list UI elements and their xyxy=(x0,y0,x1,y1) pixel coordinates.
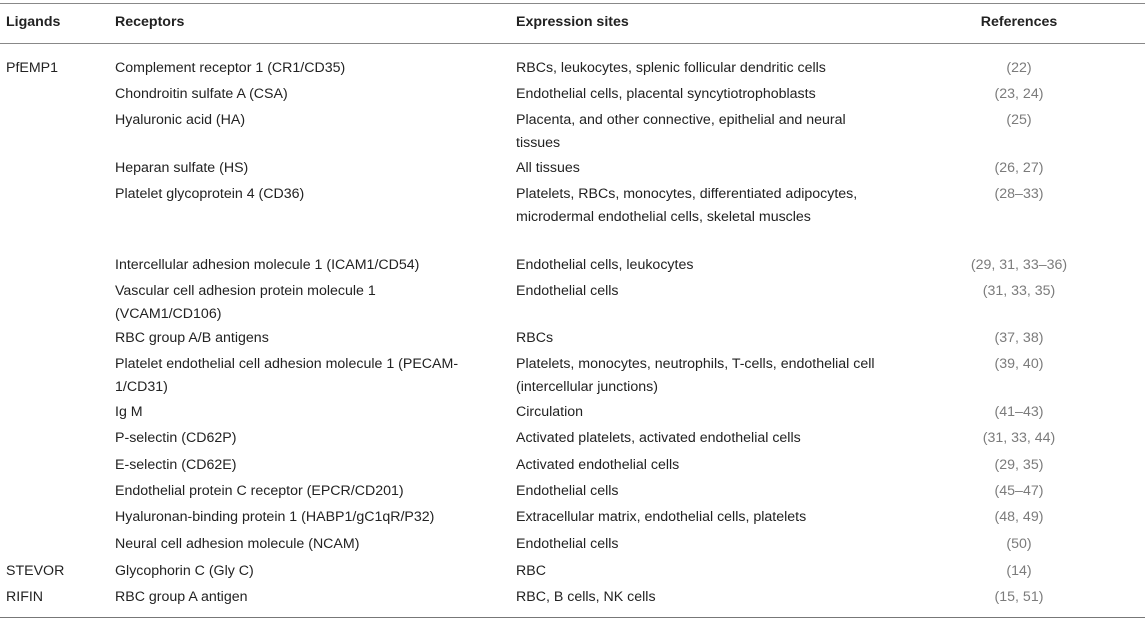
cell-expression-sites: Platelets, monocytes, neutrophils, T-cells, endothelial cell (intercellular junctions) xyxy=(516,356,875,395)
cell-receptor: Glycophorin C (Gly C) xyxy=(115,563,254,579)
cell-ligand: RIFIN xyxy=(6,589,44,605)
cell-references: (29, 31, 33–36) xyxy=(970,257,1068,273)
cell-expression-sites: Placenta, and other connective, epithelial and neural tissues xyxy=(516,112,846,151)
cell-references: (15, 51) xyxy=(994,589,1044,605)
cell-ligand: STEVOR xyxy=(6,563,65,579)
cell-references: (41–43) xyxy=(994,404,1044,420)
header-expression-sites: Expression sites xyxy=(516,14,629,30)
cell-receptor: Platelet endothelial cell adhesion molecule 1 (PECAM-1/CD31) xyxy=(115,356,459,395)
cell-references: (29, 35) xyxy=(994,457,1044,473)
cell-expression-sites: Platelets, RBCs, monocytes, differentiated adipocytes, microdermal endothelial cells, skeletal muscles xyxy=(516,186,858,225)
cell-references: (26, 27) xyxy=(994,160,1044,176)
cell-expression-sites: RBCs xyxy=(516,330,554,346)
cell-references: (50) xyxy=(1006,536,1032,552)
cell-receptor: RBC group A antigen xyxy=(115,589,248,605)
cell-receptor: Chondroitin sulfate A (CSA) xyxy=(115,86,288,102)
cell-receptor: P-selectin (CD62P) xyxy=(115,430,237,446)
cell-receptor: Endothelial protein C receptor (EPCR/CD201) xyxy=(115,483,404,499)
cell-receptor: Hyaluronan-binding protein 1 (HABP1/gC1qR/P32) xyxy=(115,509,435,525)
header-references: References xyxy=(980,14,1058,30)
cell-expression-sites: Endothelial cells, leukocytes xyxy=(516,257,694,273)
cell-receptor: Platelet glycoprotein 4 (CD36) xyxy=(115,186,305,202)
header-receptors: Receptors xyxy=(115,14,185,30)
cell-expression-sites: RBC xyxy=(516,563,546,579)
cell-receptor: E-selectin (CD62E) xyxy=(115,457,237,473)
cell-expression-sites: Activated endothelial cells xyxy=(516,457,680,473)
cell-expression-sites: All tissues xyxy=(516,160,580,176)
cell-ligand: PfEMP1 xyxy=(6,60,59,76)
cell-expression-sites: Endothelial cells xyxy=(516,483,619,499)
cell-references: (31, 33, 35) xyxy=(982,283,1056,299)
cell-receptor: Ig M xyxy=(115,404,143,420)
table-top-rule xyxy=(0,3,1145,4)
cell-receptor: Intercellular adhesion molecule 1 (ICAM1/CD54) xyxy=(115,257,420,273)
cell-references: (25) xyxy=(1006,112,1032,128)
cell-expression-sites: RBCs, leukocytes, splenic follicular dendritic cells xyxy=(516,60,826,76)
cell-expression-sites: Endothelial cells xyxy=(516,283,619,299)
cell-references: (39, 40) xyxy=(994,356,1044,372)
cell-receptor: Neural cell adhesion molecule (NCAM) xyxy=(115,536,360,552)
cell-receptor: RBC group A/B antigens xyxy=(115,330,269,346)
cell-references: (23, 24) xyxy=(994,86,1044,102)
cell-references: (14) xyxy=(1006,563,1032,579)
cell-references: (31, 33, 44) xyxy=(982,430,1056,446)
cell-expression-sites: Endothelial cells, placental syncytiotrophoblasts xyxy=(516,86,816,102)
cell-expression-sites: Circulation xyxy=(516,404,584,420)
cell-receptor: Complement receptor 1 (CR1/CD35) xyxy=(115,60,346,76)
cell-references: (48, 49) xyxy=(994,509,1044,525)
cell-references: (22) xyxy=(1006,60,1032,76)
cell-expression-sites: RBC, B cells, NK cells xyxy=(516,589,656,605)
cell-receptor: Hyaluronic acid (HA) xyxy=(115,112,246,128)
cell-references: (28–33) xyxy=(994,186,1044,202)
header-rule xyxy=(0,43,1145,44)
cell-references: (37, 38) xyxy=(994,330,1044,346)
cell-receptor: Heparan sulfate (HS) xyxy=(115,160,249,176)
cell-receptor: Vascular cell adhesion protein molecule 1 (VCAM1/CD106) xyxy=(115,283,376,322)
cell-expression-sites: Extracellular matrix, endothelial cells, platelets xyxy=(516,509,807,525)
cell-references: (45–47) xyxy=(994,483,1044,499)
cell-expression-sites: Activated platelets, activated endothelial cells xyxy=(516,430,801,446)
header-ligands: Ligands xyxy=(6,14,61,30)
table-bottom-rule xyxy=(0,617,1145,618)
cell-expression-sites: Endothelial cells xyxy=(516,536,619,552)
